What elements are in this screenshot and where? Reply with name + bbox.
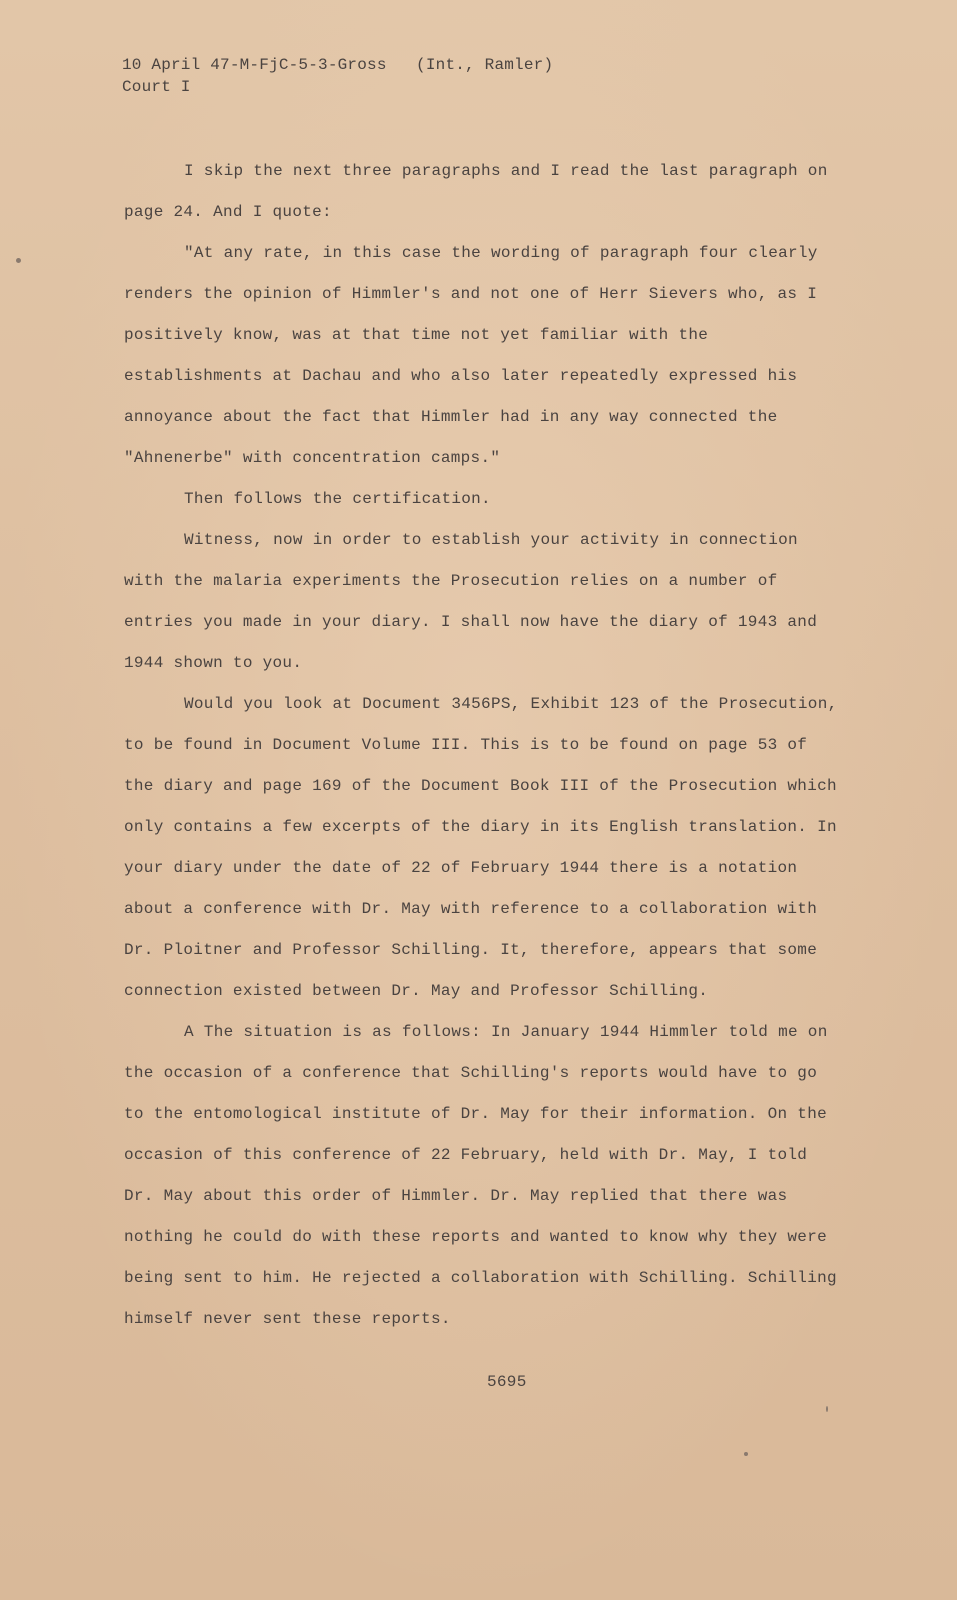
paragraph-1: I skip the next three paragraphs and I read the last paragraph on page 24. And I quote: xyxy=(124,162,828,221)
paper-speck xyxy=(16,258,21,263)
paper-speck xyxy=(744,1452,748,1456)
header-court-line: Court I xyxy=(122,78,191,96)
paragraph-2: "At any rate, in this case the wording of paragraph four clearly renders the opinion of Himmler's and not one of Herr Sievers who, as I positively know, was at that time not yet familiar with the establishments at Dachau and who also later repeatedly expressed his annoyance about the fact that Himmler had in any way connected the "Ahnenerbe" with concentration camps." xyxy=(124,244,818,467)
paragraph-6: A The situation is as follows: In January 1944 Himmler told me on the occasion of a conference that Schilling's reports would have to go to the entomological institute of Dr. May for their information. On the occasion of this conference of 22 February, held with Dr. May, I told Dr. May about this order of Himmler. Dr. May replied that there was nothing he could do with these reports and wanted to know why they were being sent to him. He rejected a collaboration with Schilling. Schilling himself never sent these reports. xyxy=(124,1023,837,1328)
paragraph-5: Would you look at Document 3456PS, Exhibit 123 of the Prosecution, to be found in Document Volume III. This is to be found on page 53 of the diary and page 169 of the Document Book III of the Prosecution which only contains a few excerpts of the diary in its English translation. In your diary under the date of 22 of February 1944 there is a notation about a conference with Dr. May with reference to a collaboration with Dr. Ploitner and Professor Schilling. It, therefore, appears that some connection existed between Dr. May and Professor Schilling. xyxy=(124,695,838,1000)
paragraph-4: Witness, now in order to establish your activity in connection with the malaria experiments the Prosecution relies on a number of entries you made in your diary. I shall now have the diary of 1943 and 1944 shown to you. xyxy=(124,531,818,672)
paper-speck xyxy=(826,1406,828,1412)
header-reference-line: 10 April 47-M-FjC-5-3-Gross (Int., Ramler) xyxy=(122,56,554,74)
page-number: 5695 xyxy=(487,1373,527,1391)
paragraph-3: Then follows the certification. xyxy=(184,490,491,508)
transcript-body xyxy=(124,151,844,1340)
document-header xyxy=(122,54,553,98)
